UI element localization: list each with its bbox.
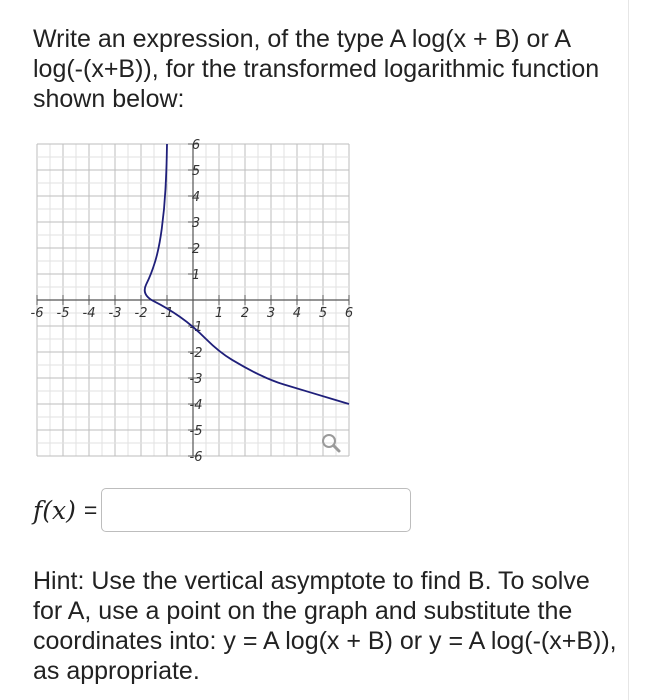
x-tick-label: 6	[344, 306, 354, 321]
page-divider	[628, 0, 629, 700]
y-tick-label: 2	[191, 242, 201, 257]
y-tick-label: -1	[189, 320, 203, 335]
equals-sign: =	[83, 496, 98, 523]
y-tick-label: 1	[191, 268, 201, 283]
y-tick-label: 3	[191, 216, 201, 231]
answer-input[interactable]	[101, 488, 411, 532]
y-tick-label: 4	[191, 190, 201, 205]
x-tick-label: -5	[56, 306, 70, 321]
x-tick-label: 3	[266, 306, 276, 321]
x-tick-label: 2	[240, 306, 250, 321]
question-text: Write an expression, of the type A log(x + B) or A log(-(x+B)), for the transformed logarithmic function shown below:	[33, 25, 600, 113]
x-tick-label: 1	[214, 306, 224, 321]
y-tick-label: 6	[191, 138, 201, 153]
log-function-graph	[30, 138, 354, 465]
x-tick-label: -2	[134, 306, 148, 321]
graph	[30, 138, 352, 465]
function-label: f(x)	[33, 495, 76, 525]
tick-labels	[31, 138, 354, 465]
y-tick-label: 5	[191, 164, 201, 179]
x-tick-label: 5	[318, 306, 328, 321]
x-tick-label: -4	[82, 306, 96, 321]
hint-text: Hint: Use the vertical asymptote to find B. To solve for A, use a point on the graph and substitute the coordinates into: y = A log(x + B) or y = A log(-(x+B)), as appropriate.	[33, 567, 617, 685]
y-tick-label: -4	[189, 398, 203, 413]
y-tick-label: -5	[189, 424, 203, 439]
x-tick-label: -1	[160, 306, 174, 321]
y-tick-label: -6	[189, 450, 203, 465]
answer-row	[33, 488, 411, 532]
x-tick-label: -6	[30, 306, 44, 321]
y-tick-label: -2	[189, 346, 203, 361]
x-tick-label: 4	[292, 306, 302, 321]
x-tick-label: -3	[108, 306, 122, 321]
y-tick-label: -3	[189, 372, 203, 387]
